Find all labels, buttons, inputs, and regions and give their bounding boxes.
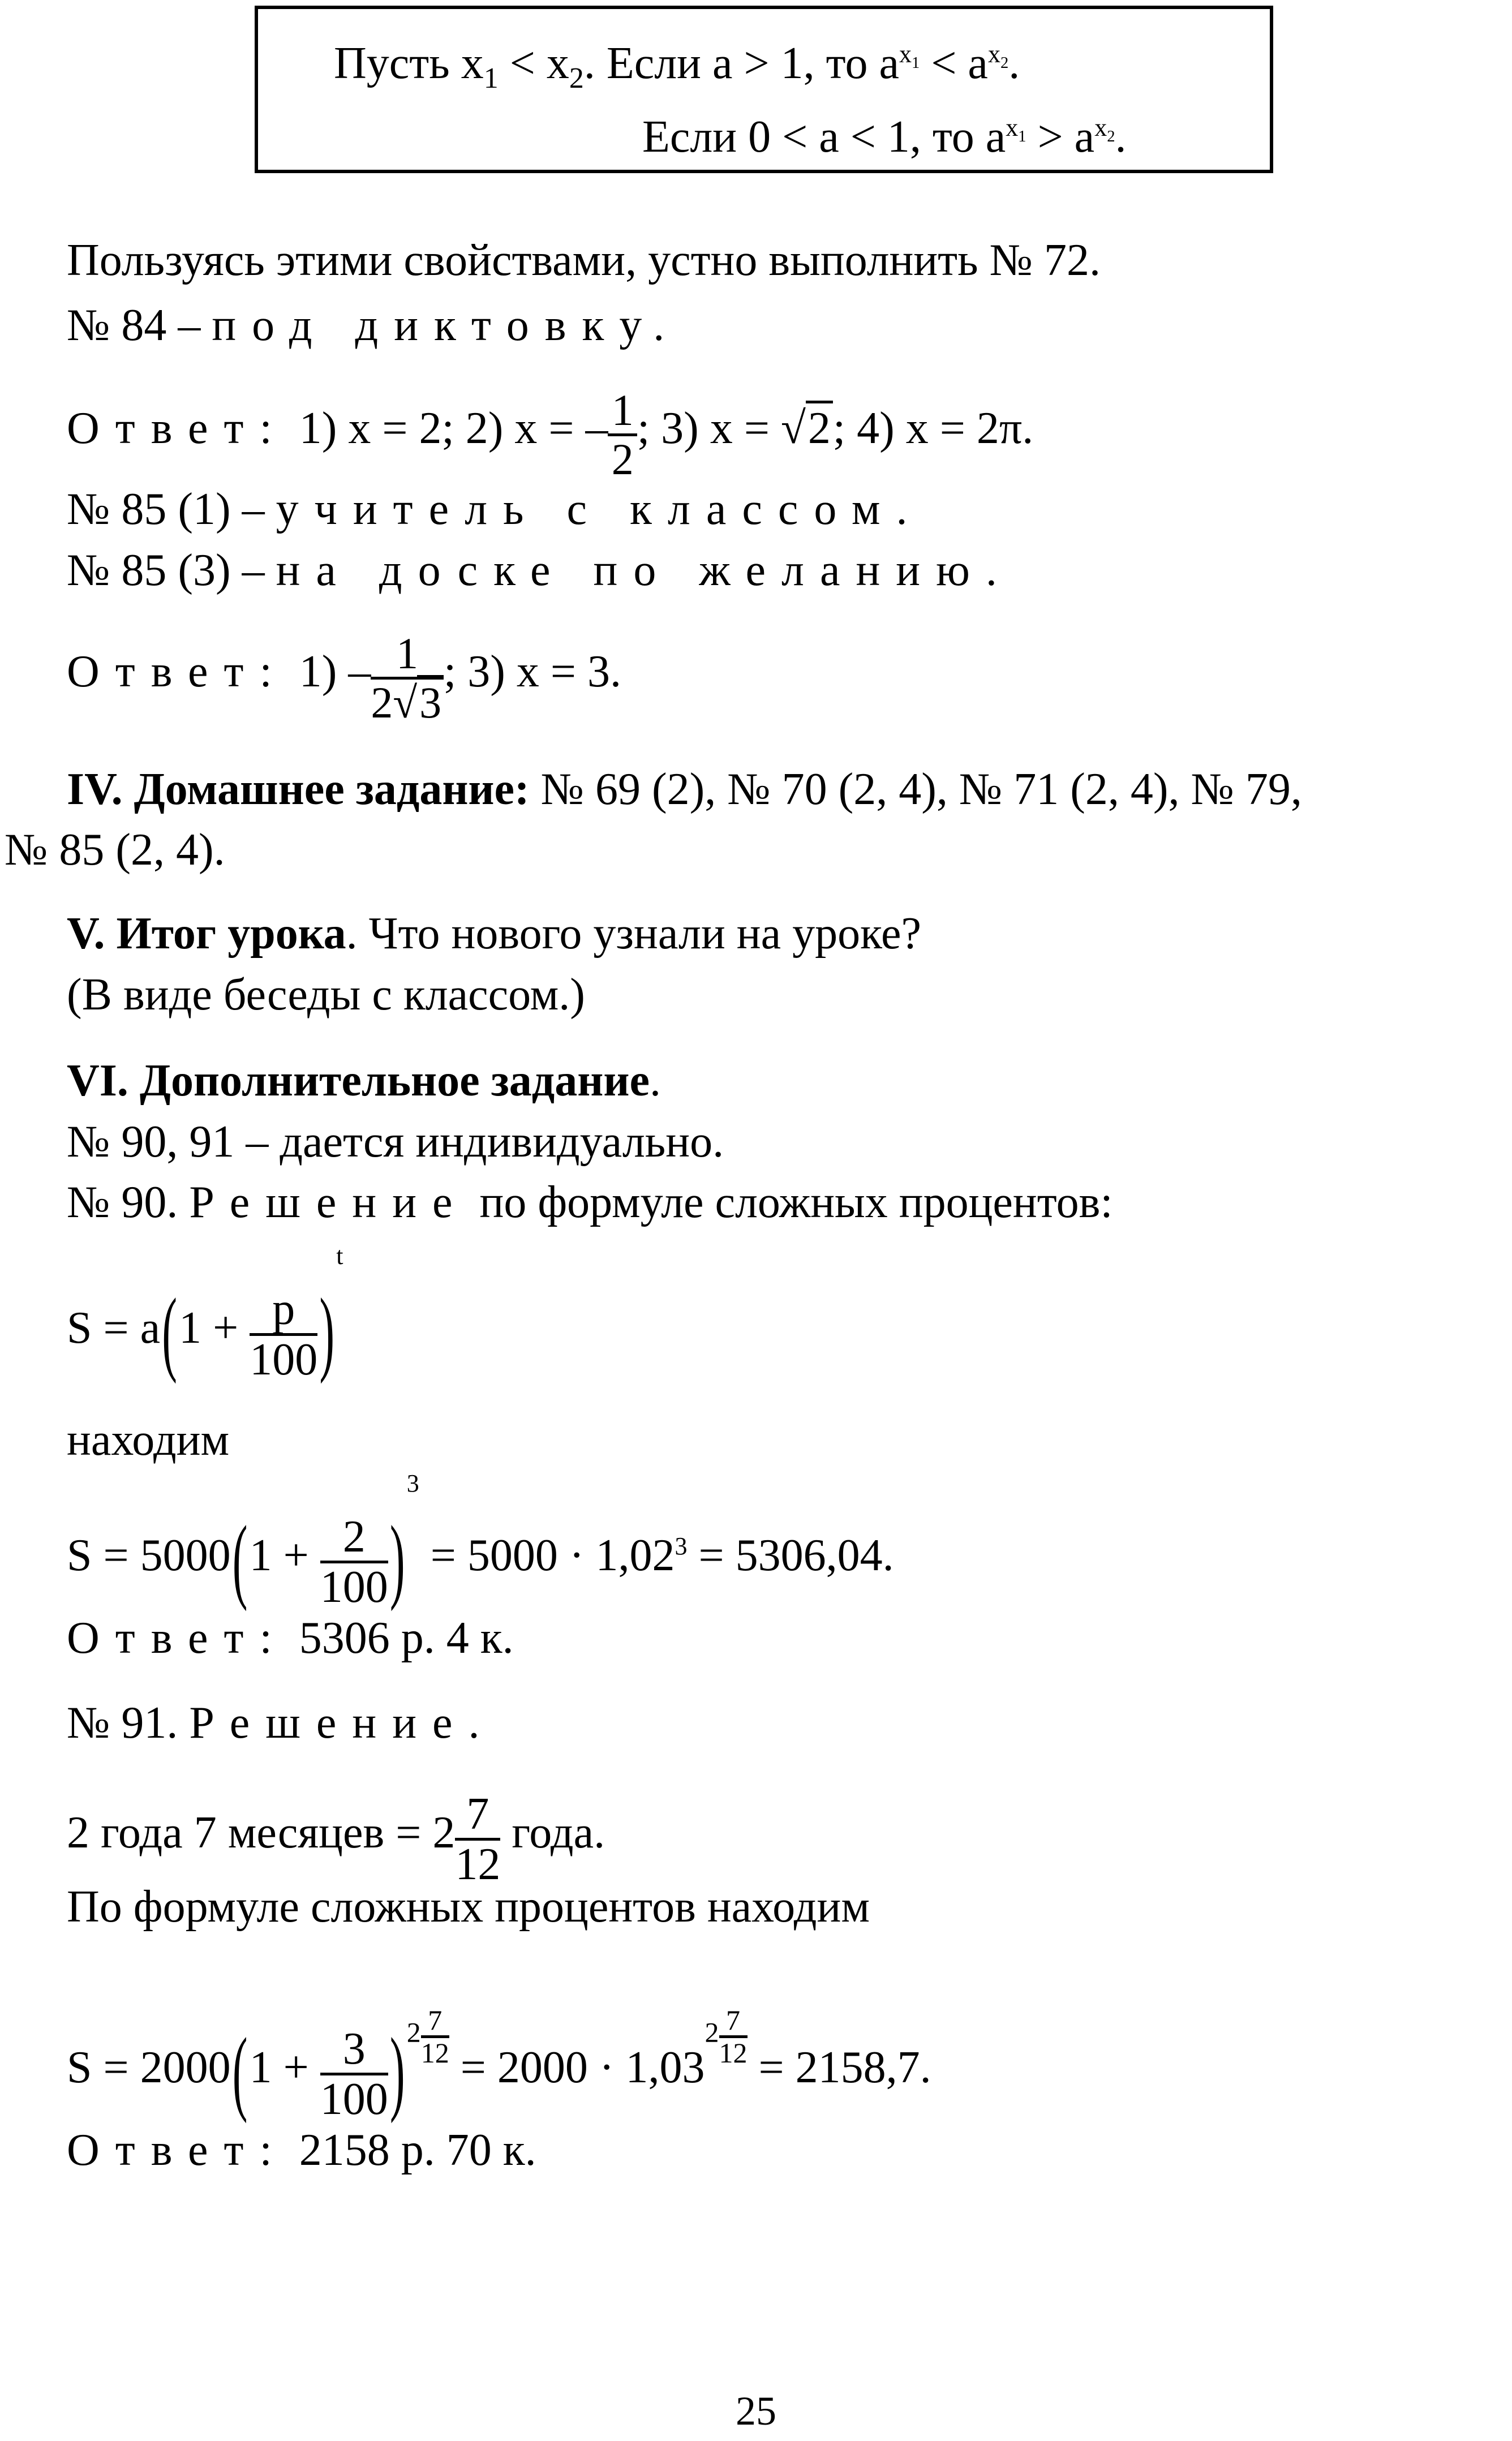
answer-85: Ответ: 1) – $\frac{1}{2√3}$ ; 3) x = 3. xyxy=(67,628,621,727)
lesson-summary-note: (В виде беседы с классом.) xyxy=(67,970,585,1020)
years-conversion: 2 года 7 месяцев = 2 $\frac{7}{12}$ года. xyxy=(67,1789,605,1889)
lesson-summary: V. Итог урока. Что нового узнали на уроке? xyxy=(67,909,921,959)
compound-line: По формуле сложных процентов находим xyxy=(67,1882,870,1932)
task-85-3: № 85 (3) – на доске по желанию. xyxy=(67,545,1013,595)
formula-compound: S = a(1 + $\frac{p}{100}$ )$^t$ xyxy=(67,1241,343,1385)
page-number: 25 xyxy=(736,2388,776,2434)
task-90-solution: № 90. Решение по формуле сложных процентов: xyxy=(67,1177,1113,1227)
task-85-1: № 85 (1) – учитель с классом. xyxy=(67,484,923,534)
answer-84: Ответ: 1) x = 2; 2) x = – $\frac{1}{2}$ ; 3) x = √2; 4) x = 2π. xyxy=(67,385,1034,484)
answer-90: Ответ: 5306 р. 4 к. xyxy=(67,1613,514,1663)
task-84: № 84 – под диктовку. xyxy=(67,300,681,350)
answer-91: Ответ: 2158 р. 70 к. xyxy=(67,2125,536,2175)
rule-line-2: Если 0 < a < 1, то $a^{x_1} > a^{x_2}$. xyxy=(642,112,1127,162)
instruction-72: Пользуясь этими свойствами, устно выполнить № 72. xyxy=(67,235,1101,285)
rule-line-1: Пусть $x_1 < x_2$. Если a > 1, то $a^{x_1} < a^{x_2}$. xyxy=(334,38,1020,94)
task-91-solution: № 91. Решение. xyxy=(67,1698,496,1748)
formula-2000: S = 2000(1 + $\frac{3}{100}$ )2 $\frac{7}{12}$ = 2000 · 1,032 $\frac{7}{12}$ = 2158,7. xyxy=(67,2004,931,2124)
homework-cont: № 85 (2, 4). xyxy=(5,825,225,875)
finding-label: находим xyxy=(67,1415,230,1465)
formula-5000: S = 5000(1 + $\frac{2}{100}$ )$^3 = 5000 \cdot 1,02^3 = 5306,04$. xyxy=(67,1469,894,1612)
homework: IV. Домашнее задание: № 69 (2), № 70 (2, 4), № 71 (2, 4), № 79, xyxy=(67,764,1302,814)
extra-task-line: № 90, 91 – дается индивидуально. xyxy=(67,1117,724,1167)
extra-task-title: VI. Дополнительное задание. xyxy=(67,1056,661,1106)
